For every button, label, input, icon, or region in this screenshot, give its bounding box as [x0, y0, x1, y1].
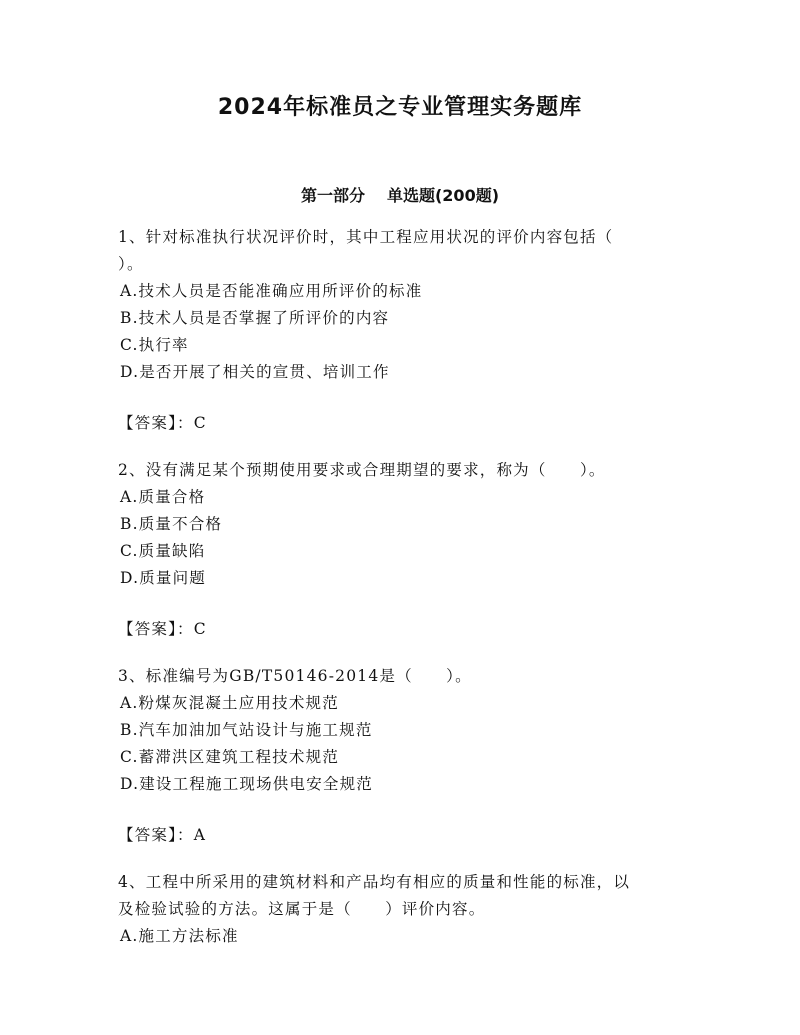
option-a: A.施工方法标准 — [120, 927, 239, 945]
answer-line — [118, 616, 688, 643]
answer-value: C — [193, 620, 207, 638]
option-a: A.粉煤灰混凝土应用技术规范 — [120, 694, 339, 712]
question-stem-continued: ）。 — [118, 255, 144, 273]
question-2 — [118, 457, 688, 643]
answer-label: 【答案】： — [118, 620, 194, 638]
question-list — [118, 224, 688, 950]
option-d: D.质量问题 — [120, 569, 207, 587]
question-1 — [118, 224, 688, 437]
section-type-label: 单选题(200题) — [386, 186, 500, 205]
question-stem: 2、没有满足某个预期使用要求或合理期望的要求，称为（ ）。 — [118, 461, 606, 479]
question-stem: 3、标准编号为GB/T50146-2014是（ ）。 — [118, 667, 472, 685]
question-stem: 4、工程中所采用的建筑材料和产品均有相应的质量和性能的标准，以 — [118, 873, 631, 891]
question-stem-continued: 及检验试验的方法。这属于是（ ）评价内容。 — [118, 900, 486, 918]
answer-label: 【答案】： — [118, 826, 194, 844]
option-b: B.技术人员是否掌握了所评价的内容 — [120, 309, 390, 327]
answer-line — [118, 822, 688, 849]
option-a: A.质量合格 — [120, 488, 206, 506]
section-part-label: 第一部分 — [300, 186, 365, 205]
section-title — [0, 183, 800, 209]
option-c: C.质量缺陷 — [120, 542, 206, 560]
document-title: 2024年标准员之专业管理实务题库 — [217, 95, 583, 120]
option-d: D.是否开展了相关的宣贯、培训工作 — [120, 363, 390, 381]
question-stem: 1、针对标准执行状况评价时，其中工程应用状况的评价内容包括（ — [118, 228, 614, 246]
answer-value: A — [193, 826, 207, 844]
question-4 — [118, 869, 688, 950]
option-c: C.蓄滞洪区建筑工程技术规范 — [120, 748, 340, 766]
option-a: A.技术人员是否能准确应用所评价的标准 — [120, 282, 423, 300]
option-d: D.建设工程施工现场供电安全规范 — [120, 775, 374, 793]
answer-value: C — [193, 414, 207, 432]
option-b: B.汽车加油加气站设计与施工规范 — [120, 721, 373, 739]
question-3 — [118, 663, 688, 849]
answer-line — [118, 410, 688, 437]
option-c: C.执行率 — [120, 336, 189, 354]
answer-label: 【答案】： — [118, 414, 194, 432]
option-b: B.质量不合格 — [120, 515, 223, 533]
